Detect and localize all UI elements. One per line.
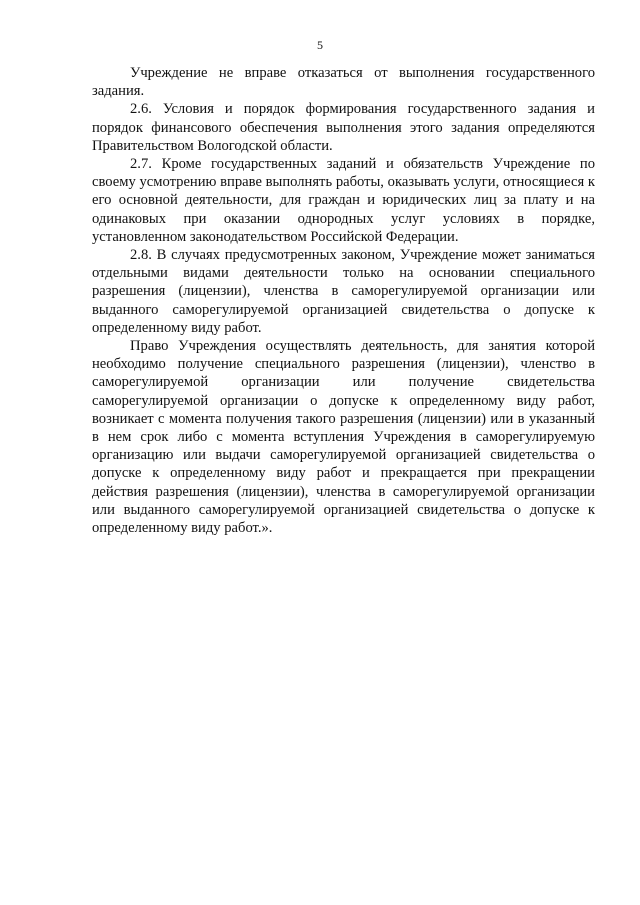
paragraph-task-refusal: Учреждение не вправе отказаться от выполнения государственного задания. (92, 65, 595, 100)
page-number: 5 (317, 38, 323, 52)
paragraph-license-right: Право Учреждения осуществлять деятельность, для занятия которой необходимо получение специального разрешения (лицензии), членство в саморегулируемой организации или получение свидетельства саморегулируемой организации о допуске к определенному виду работ, возникает с момента получения такого разрешения (лицензии) или в указанный в нем срок либо с момента вступления Учреждения в саморегулируемую организацию или выдачи саморегулируемой организацией свидетельства о допуске к определенному виду работ и прекращается при прекращении действия разрешения (лицензии), членства в саморегулируемой организации или выданного саморегулируемой организацией свидетельства о допуске к определенному виду работ.». (92, 338, 595, 537)
paragraph-2-6: 2.6. Условия и порядок формирования государственного задания и порядок финансового обеспечения выполнения этого задания определяются Правительством Вологодской области. (92, 101, 595, 154)
document-body (92, 64, 595, 537)
paragraph-2-7: 2.7. Кроме государственных заданий и обязательств Учреждение по своему усмотрению вправе выполнять работы, оказывать услуги, относящиеся к его основной деятельности, для граждан и юридических лиц за плату и на одинаковых при оказании однородных услуг условиях в порядке, установленном законодательством Российской Федерации. (92, 156, 595, 245)
paragraph-2-8: 2.8. В случаях предусмотренных законом, Учреждение может заниматься отдельными видами деятельности только на основании специального разрешения (лицензии), членства в саморегулируемой организации или выданного саморегулируемой организацией свидетельства о допуске к определенному виду работ. (92, 247, 595, 336)
